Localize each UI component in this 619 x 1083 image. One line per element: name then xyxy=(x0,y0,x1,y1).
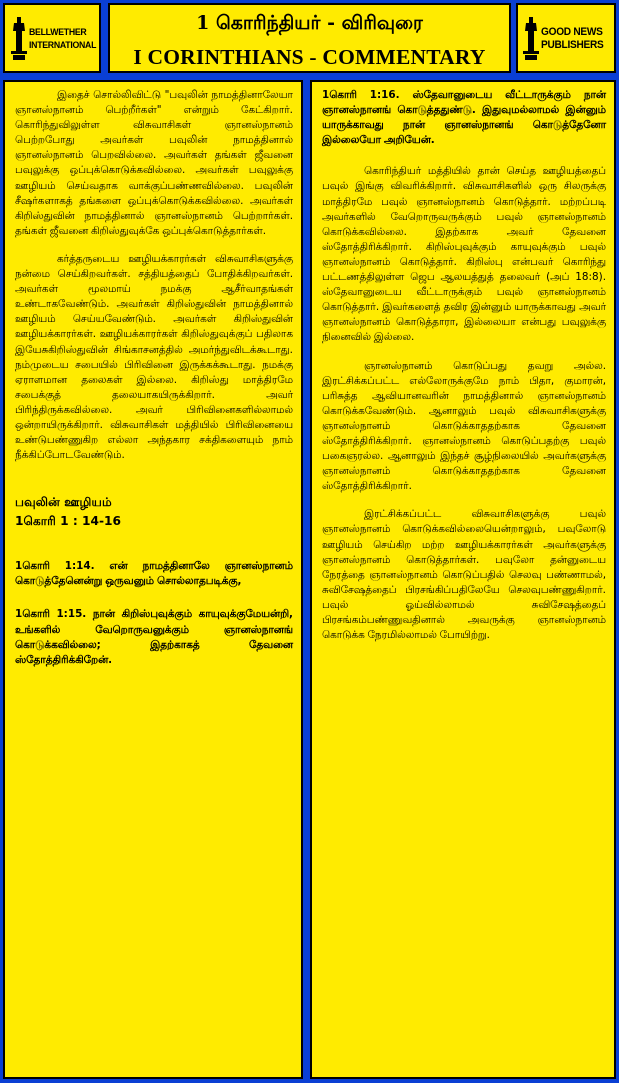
paragraph: கர்த்தருடைய ஊழியக்காரர்கள் விசுவாசிகளுக்கு நன்மை செய்கிறவர்கள். சத்தியத்தைப் போதிக்கிறவர்கள். அவர்கள் மூலமாய் நமக்கு ஆசீர்வாதங்கள் உண்டாகவேண்டும். அவர்கள் கிறிஸ்துவின் நாமத்தினால் ஊழியம் செய்யவேண்டும். அவர்கள் கிறிஸ்துவின் ஊழியக்காரர்கள். ஊழியக்காரர்கள் கிறிஸ்துவுக்குப் பதிலாக இயேசுகிறிஸ்துவின் சிங்காசனத்தில் அமர்ந்துவிடக்கூடாது. நம்முடைய சபையில் பிரிவினை இருக்கக்கூடாது. நமக்கு ஏராளமான தலைகள் இல்லை. கிறிஸ்து மாத்திரமே சபைக்குத் தலையாகயிருக்கிறார். அவர் பிரிந்திருக்கவில்லை. அவர் பிரிவினைகளில்லாமல் ஒன்றாயிருக்கிறார். விசுவாசிகள் மத்தியில் பிரிவினையை உண்டுபண்ணுகிற எல்லா அந்தகார சக்திகளையும் நாம் நீக்கிப்போடவேண்டும். xyxy=(15,252,293,462)
logo-left-line1: BELLWETHER xyxy=(29,27,87,38)
section-reference: 1கொரி 1 : 14-16 xyxy=(15,514,121,529)
logo-good-news xyxy=(516,3,616,73)
verse-quote: 1கொரி 1:14. என் நாமத்தினாலே ஞானஸ்நானம் கொடுத்தேனென்று ஒருவனும் சொல்லாதபடிக்கு, xyxy=(15,560,293,588)
left-column xyxy=(3,80,303,1079)
logo-left-line2: INTERNATIONAL xyxy=(29,40,97,51)
logo-bellwether xyxy=(3,3,101,73)
page-title-english: I CORINTHIANS - COMMENTARY xyxy=(133,45,486,69)
bell-icon xyxy=(522,17,540,61)
title-banner xyxy=(108,3,511,73)
right-column xyxy=(310,80,616,1079)
paragraph: ஞானஸ்நானம் கொடுப்பது தவறு அல்ல. இரட்சிக்கப்பட்ட எல்லோருக்குமே நாம் பிதா, குமாரன், பரிசுத்த ஆவியானவரின் நாமத்தினால் ஞானஸ்நானம் கொடுக்கவேண்டும். ஆனாலும் பவுல் விசுவாசிகளுக்கு ஞானஸ்நானம் கொடுக்காததற்காக தேவனை ஸ்தோத்திரிக்கிறார். ஞானஸ்நானம் கொடுப்பதற்கு பவுல் பகைஞரல்ல. ஆனாலும் இந்தச் சூழ்நிலையில் அவர்களுக்கு ஞானஸ்நானம் கொடுக்காததற்காக தேவனை ஸ்தோத்திரிக்கிறார். xyxy=(322,359,606,493)
logo-right-line1: GOOD NEWS xyxy=(541,26,603,38)
section-title: பவுலின் ஊழியம் xyxy=(15,495,112,510)
verse-quote: 1கொரி 1:15. நான் கிறிஸ்புவுக்கும் காயுவுக்குமேயன்றி, உங்களில் வேறொருவனுக்கும் ஞானஸ்நானங் கொடுக்கவில்லை; இதற்காகத் தேவனை ஸ்தோத்திரிக்கிறேன். xyxy=(15,608,293,666)
bell-icon xyxy=(10,17,28,61)
paragraph: இரட்சிக்கப்பட்ட விசுவாசிகளுக்கு பவுல் ஞானஸ்நானம் கொடுக்கவில்லையென்றாலும், பவுலோடு ஊழியம் செய்கிற மற்ற ஊழியக்காரர்கள் அவர்களுக்கு ஞானஸ்நானம் கொடுத்தார்கள். பவுலோ தன்னுடைய நேரத்தை ஞானஸ்நானம் கொடுப்பதில் செலவு பண்ணாமல், சுவிசேஷத்தைப் பிரசங்கிப்பதிலேயே செலவுபண்ணுகிறார். பவுல் ஓய்வில்லாமல் சுவிசேஷத்தைப் பிரசங்கம்பண்ணுவதினால் அவருக்கு ஞானஸ்நானம் கொடுக்க நேரமில்லாமல் போயிற்று. xyxy=(322,508,606,642)
logo-right-line2: PUBLISHERS xyxy=(541,39,604,51)
page-title-tamil: 1 கொரிந்தியர் - விரிவுரை xyxy=(196,12,423,34)
paragraph: கொரிந்தியர் மத்தியில் தான் செய்த ஊழியத்தைப் பவுல் இங்கு விவரிக்கிறார். விசுவாசிகளில் ஒரு சிலருக்கு மாத்திரமே பவுல் ஞானஸ்நானம் கொடுத்தார். மற்றப்படி அவர்களில் வேறொருவருக்கும் பவுல் ஞானஸ்நானம் கொடுக்கவில்லை. இதற்காக அவர் தேவனை ஸ்தோத்திரிக்கிறார். கிறிஸ்புவுக்கும் காயுவுக்கும் பவுல் ஞானஸ்நானம் கொடுத்தார். கிறிஸ்பு என்பவர் கொரிந்து பட்டணத்திலுள்ள ஜெப ஆலயத்துத் தலைவர் (அப் 18:8). ஸ்தேவானுடைய வீட்டாருக்கும் பவுல் ஞானஸ்நானம் கொடுத்தார். இவர்களைத் தவிர இன்னும் யாருக்காவது அவர் ஞானஸ்நானம் கொடுத்தாரா, இல்லையா என்பது பவுலுக்கு நினைவில் இல்லை. xyxy=(322,165,606,344)
section-heading xyxy=(15,493,293,531)
paragraph: இதைச் சொல்லிவிட்டு "பவுலின் நாமத்தினாலேயா ஞானஸ்நானம் பெற்றீர்கள்" என்றும் கேட்கிறார். கொரிந்துவிலுள்ள விசுவாசிகள் ஞானஸ்நானம் பெற்றபோது அவர்கள் பவுலின் நாமத்தினால் ஞானஸ்நானம் பெறவில்லை. அவர்கள் தங்கள் ஜீவனை பவுலுக்கு ஒப்புக்கொடுக்கவில்லை. அவர்கள் பவுலுக்கு ஊழியம் செய்வதாக வாக்குப்பண்ணவில்லை. பவுலின் சீஷர்களாகத் தங்களை ஒப்புக்கொடுக்கவில்லை. அவர்கள் கிறிஸ்துவின் நாமத்தினால் ஞானஸ்நானம் பெற்றார்கள். தங்கள் ஜீவனை கிறிஸ்துவுக்கே ஒப்புக்கொடுத்தார்கள். xyxy=(15,89,293,237)
verse-quote: 1கொரி 1:16. ஸ்தேவானுடைய வீட்டாருக்கும் நான் ஞானஸ்நானங் கொடுத்ததுண்டு. இதுவுமல்லாமல் இன்னும் யாருக்காவது நான் ஞானஸ்நானங் கொடுத்தேனோ இல்லையோ அறியேன். xyxy=(322,89,606,147)
